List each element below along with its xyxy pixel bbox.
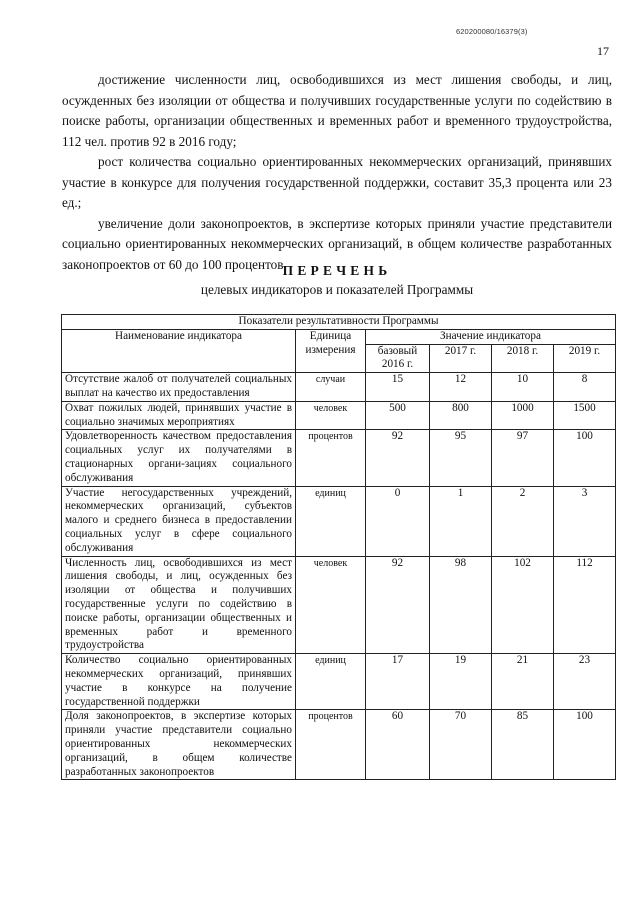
table-row xyxy=(62,430,616,486)
value-cell: 8 xyxy=(554,373,616,402)
indicator-unit: человек xyxy=(296,401,366,430)
indicator-name: Охват пожилых людей, принявших участие в социально значимых мероприятиях xyxy=(62,401,296,430)
page-number: 17 xyxy=(597,44,609,58)
table-row xyxy=(62,556,616,654)
header-year: 2018 г. xyxy=(492,344,554,373)
value-cell: 98 xyxy=(430,556,492,654)
value-cell: 95 xyxy=(430,430,492,486)
value-cell: 1500 xyxy=(554,401,616,430)
value-cell: 112 xyxy=(554,556,616,654)
header-values: Значение индикатора xyxy=(366,329,616,344)
value-cell: 100 xyxy=(554,430,616,486)
value-cell: 21 xyxy=(492,654,554,710)
value-cell: 100 xyxy=(554,710,616,780)
table-caption: Показатели результативности Программы xyxy=(62,315,616,330)
value-cell: 97 xyxy=(492,430,554,486)
table-row xyxy=(62,710,616,780)
value-cell: 15 xyxy=(366,373,430,402)
value-cell: 60 xyxy=(366,710,430,780)
value-cell: 102 xyxy=(492,556,554,654)
indicator-unit: процентов xyxy=(296,430,366,486)
document-id: 620200080/16379(3) xyxy=(456,27,528,36)
indicator-name: Количество социально ориентированных некоммерческих организаций, принявших участие в конкурсе на получение государственной поддержки xyxy=(62,654,296,710)
indicator-name: Численность лиц, освободившихся из мест лишения свободы, и лиц, осужденных без изоляции от общества и получивших государственные услуги по содействию в поиске работы, организации общественных и временных работ и временного трудоустройства xyxy=(62,556,296,654)
value-cell: 12 xyxy=(430,373,492,402)
table-row xyxy=(62,373,616,402)
value-cell: 92 xyxy=(366,430,430,486)
value-cell: 23 xyxy=(554,654,616,710)
indicator-unit: единиц xyxy=(296,486,366,556)
value-cell: 3 xyxy=(554,486,616,556)
value-cell: 85 xyxy=(492,710,554,780)
table-row xyxy=(62,401,616,430)
intro-text xyxy=(62,70,612,275)
indicator-name: Доля законопроектов, в экспертизе которых приняли участие представители социально ориентированных некоммерческих организаций, в общем количестве разработанных законопроектов xyxy=(62,710,296,780)
section-heading xyxy=(62,262,612,300)
value-cell: 1000 xyxy=(492,401,554,430)
value-cell: 10 xyxy=(492,373,554,402)
value-cell: 800 xyxy=(430,401,492,430)
indicator-name: Отсутствие жалоб от получателей социальных выплат на качество их предоставления xyxy=(62,373,296,402)
indicators-table xyxy=(61,314,616,780)
value-cell: 500 xyxy=(366,401,430,430)
heading-title: ПЕРЕЧЕНЬ xyxy=(282,263,392,278)
value-cell: 19 xyxy=(430,654,492,710)
header-year: базовый 2016 г. xyxy=(366,344,430,373)
indicator-unit: единиц xyxy=(296,654,366,710)
header-indicator-name: Наименование индикатора xyxy=(62,329,296,372)
value-cell: 2 xyxy=(492,486,554,556)
heading-subtitle: целевых индикаторов и показателей Программы xyxy=(200,282,474,297)
value-cell: 1 xyxy=(430,486,492,556)
table-row xyxy=(62,486,616,556)
table-row xyxy=(62,654,616,710)
indicator-name: Удовлетворенность качеством предоставления социальных услуг их получателями в стационарных органи-зациях социального обслуживания xyxy=(62,430,296,486)
header-unit: Единица измерения xyxy=(296,329,366,372)
indicator-name: Участие негосударственных учреждений, некоммерческих организаций, субъектов малого и среднего бизнеса в предоставлении социальных услуг в сфере социального обслуживания xyxy=(62,486,296,556)
value-cell: 92 xyxy=(366,556,430,654)
intro-paragraph: достижение численности лиц, освободившихся из мест лишения свободы, и лиц, осужденных без изоляции от общества и получивших государственные услуги по содействию в поиске работы, организации общественных и временных работ и временного трудоустройства, 112 чел. против 92 в 2016 году; xyxy=(62,72,612,149)
value-cell: 17 xyxy=(366,654,430,710)
indicator-unit: случаи xyxy=(296,373,366,402)
intro-paragraph: рост количества социально ориентированных некоммерческих организаций, принявших участие в конкурсе для получения государственной поддержки, составит 35,3 процента или 23 ед.; xyxy=(62,154,612,210)
indicator-unit: человек xyxy=(296,556,366,654)
intro-paragraph: увеличение доли законопроектов, в экспертизе которых приняли участие представители социально ориентированных некоммерческих организаций, в общем количестве разработанных законопроектов от 60 до 100 процентов. xyxy=(62,215,612,272)
value-cell: 0 xyxy=(366,486,430,556)
indicator-unit: процентов xyxy=(296,710,366,780)
header-year: 2019 г. xyxy=(554,344,616,373)
header-year: 2017 г. xyxy=(430,344,492,373)
value-cell: 70 xyxy=(430,710,492,780)
